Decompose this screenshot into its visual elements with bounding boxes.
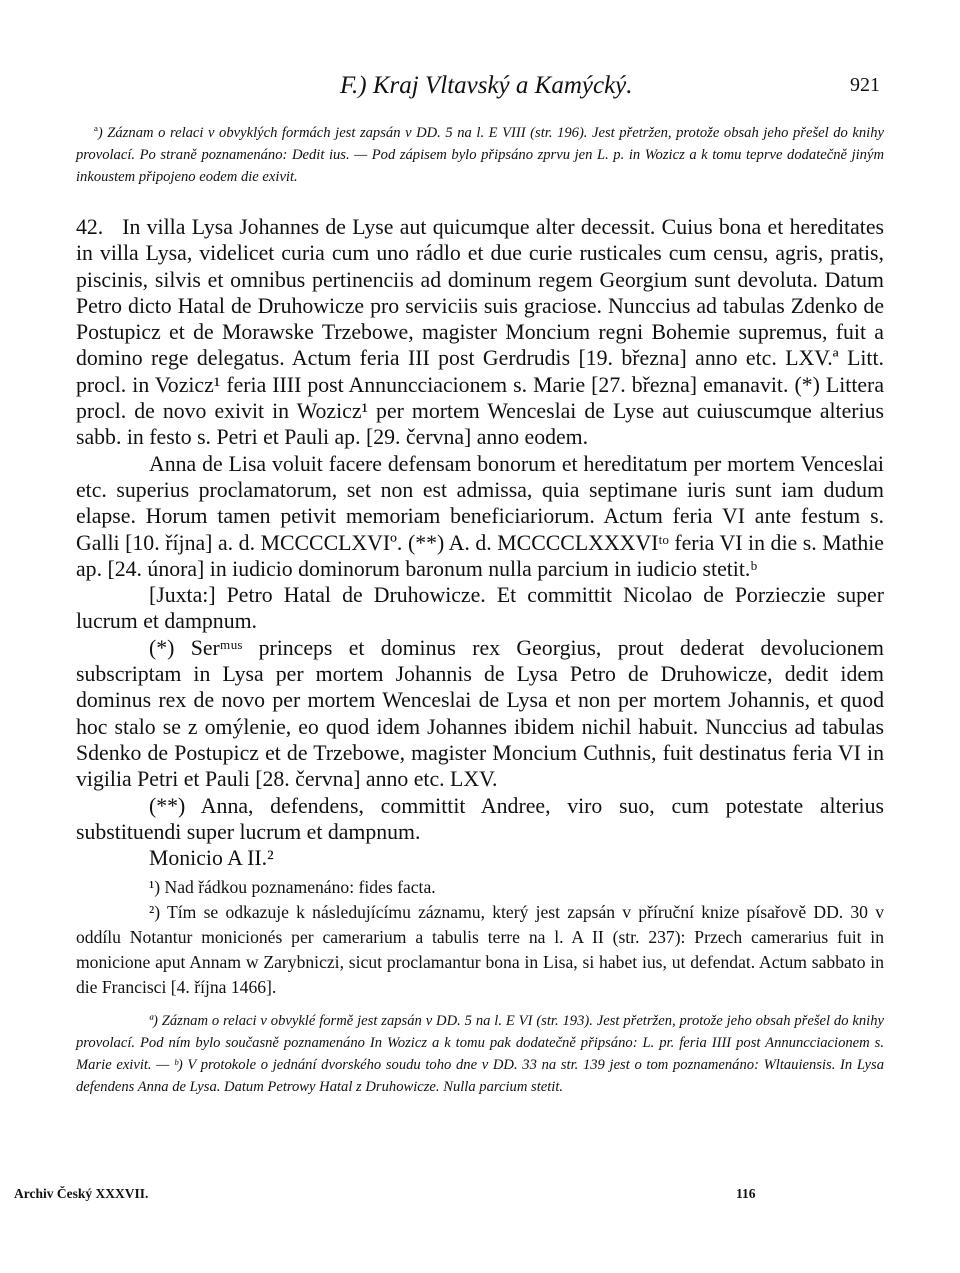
running-title: F.) Kraj Vltavský a Kamýcký. (340, 72, 633, 99)
entry-paragraph: (*) Serᵐᵘˢ princeps et dominus rex Georgius, prout dederat devolucionem subscriptam in Lysa per mortem Johannis de Lysa Petro de Druhowicze, dedit idem dominus rex de novo per mortem Wenceslai de Lysa et non per mortem Johannis, et quod hoc stalo se z omýlenie, eo quod idem Johannes ibidem nichil habuit. Nunccius ad tabulas Sdenko de Postupicz et de Trzebowe, magister Moncium Cuthnis, fuit destinatus feria VI in vigilia Petri et Pauli [28. června] anno etc. LXV. (76, 635, 884, 792)
editorial-note-bottom: ª) Záznam o relaci v obvyklé formě jest zapsán v DD. 5 na l. E VI (str. 193). Jest přetržen, protože jeho obsah přešel do knihy provolací. Pod ním bylo současně poznamenáno In Wozicz a k tomu pak dodatečně připsáno: L. pr. feria IIII post Annuncciacionem s. Marie exivit. — ᵇ) V protokole o jednání dvorského soudu toho dne v DD. 33 na str. 139 jest o tom poznamenáno: Wltauiensis. In Lysa defendens Anna de Lysa. Datum Petrowy Hatal z Druhowicze. Nulla parcium stetit. (76, 1013, 884, 1096)
entry-paragraph: Monicio A II.² (149, 846, 274, 871)
footnotes (76, 875, 884, 1000)
entry-number: 42. (76, 215, 104, 239)
footnote: ¹) Nad řádkou poznamenáno: fides facta. (149, 877, 436, 898)
document-page (76, 62, 884, 1098)
signature-right: 116 (736, 1186, 756, 1201)
paragraph-text: In villa Lysa Johannes de Lyse aut quicumque alter decessit. Cuius bona et hereditates in villa Lysa, videlicet curia cum uno rádlo et due curie rusticales cum censu, agris, pratis, piscinis, silvis et omnibus pertinenciis ad dominum regem Georgium sunt devoluta. Datum Petro dicto Hatal de Druhowicze pro serviciis suis graciose. Nunccius ad tabulas Zdenko de Postupicz et de Morawske Trzebowe, magister Moncium regni Bohemie supremus, fuit a domino rege delegatus. Actum feria III post Gerdrudis [19. března] anno etc. LXV.ª Litt. procl. in Vozicz¹ feria IIII post Annuncciacionem s. Marie [27. března] emanavit. (*) Littera procl. de novo exivit in Wozicz¹ per mortem Wenceslai de Lyse aut cuiuscumque alterius sabb. in festo s. Petri et Pauli ap. [29. června] anno eodem. (76, 215, 884, 450)
page-header (76, 62, 884, 102)
page-number: 921 (850, 74, 880, 96)
page-footer (14, 1186, 794, 1202)
entry-paragraph: Anna de Lisa voluit facere defensam bonorum et hereditatum per mortem Venceslai etc. superius proclamatorum, set non est admissa, quia septimane iuris sunt iam dudum elapse. Horum tamen petivit memoriam beneficiariorum. Actum feria VI ante festum s. Galli [10. října] a. d. MCCCCLXVIº. (**) A. d. MCCCCLXXXVIᵗᵒ feria VI in die s. Mathie ap. [24. února] in iudicio dominorum baronum nulla parcium in iudicio stetit.ᵇ (76, 451, 884, 581)
entry-paragraph: [Juxta:] Petro Hatal de Druhowicze. Et committit Nicolao de Porzieczie super lucrum et dampnum. (76, 583, 884, 634)
signature-left: Archiv Český XXXVII. (14, 1186, 149, 1201)
entry-paragraph (76, 214, 884, 451)
entry-body (76, 214, 884, 871)
entry-paragraph: (**) Anna, defendens, committit Andree, viro suo, cum potestate alterius substituendi super lucrum et dampnum. (76, 793, 884, 844)
footnote: ²) Tím se odkazuje k následujícímu záznamu, který jest zapsán v příruční knize písařově DD. 30 v oddílu Notantur monicionés per camerarium a tabulis terre na l. A II (str. 237): Przech camerarius fuit in monicione aput Annam w Zarybniczi, sicut proclamantur bona in Lisa, si habet ius, ut defendat. Actum sabbato in die Francisci [4. října 1466]. (76, 902, 884, 998)
note-text: ) Záznam o relaci v obvyklých formách jest zapsán v DD. 5 na l. E VIII (str. 196). Jest přetržen, protože obsah jeho přešel do knihy provolací. Po straně poznamenáno: Dedit ius. — Pod zápisem bylo připsáno zprvu jen L. p. in Wozicz a k tomu teprve dodatečně jiným inkoustem připojeno eodem die exivit. (76, 125, 884, 185)
note-marker: a (94, 123, 98, 134)
editorial-note-top (76, 122, 884, 188)
